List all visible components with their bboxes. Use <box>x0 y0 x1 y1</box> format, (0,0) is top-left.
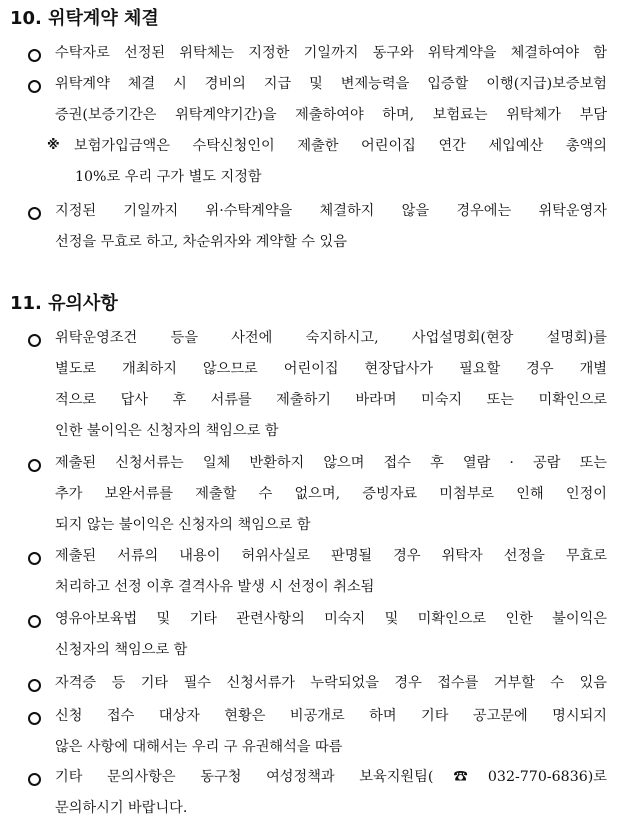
note-line: 보험가입금액은 수탁신청인이 제출한 어린이집 연간 세입예산 총액의 <box>74 138 607 154</box>
item-line: 위탁계약 체결 시 경비의 지급 및 변제능력을 입증할 이행(지급)보증보험 <box>55 76 607 92</box>
item-line: 위탁운영조건 등을 사전에 숙지하시고, 사업설명회(현장 설명회)를 <box>55 330 607 346</box>
reference-mark-icon: ※ <box>47 138 60 153</box>
item-line: 지정된 기일까지 위·수탁계약을 체결하지 않을 경우에는 위탁운영자 <box>55 203 607 219</box>
circle-bullet-icon <box>28 773 41 786</box>
circle-bullet-icon <box>28 80 41 93</box>
item-line: 신청자의 책임으로 함 <box>55 642 188 658</box>
item-line: 영유아보육법 및 기타 관련사항의 미숙지 및 미확인으로 인한 불이익은 <box>55 611 607 627</box>
section-10-title: 10. 위탁계약 체결 <box>10 8 159 29</box>
note-line: 10%로 우리 구가 별도 지정함 <box>75 169 262 185</box>
item-line: 인한 불이익은 신청자의 책임으로 함 <box>55 423 279 439</box>
circle-bullet-icon <box>28 207 41 220</box>
section-11-title: 11. 유의사항 <box>10 293 118 314</box>
circle-bullet-icon <box>28 459 41 472</box>
item-line: 선정을 무효로 하고, 차순위자와 계약할 수 있음 <box>55 234 347 250</box>
circle-bullet-icon <box>28 49 41 62</box>
item-line: 되지 않는 불이익은 신청자의 책임으로 함 <box>55 517 311 533</box>
item-line: 않은 사항에 대해서는 우리 구 유권해석을 따름 <box>55 739 343 755</box>
circle-bullet-icon <box>28 334 41 347</box>
circle-bullet-icon <box>28 712 41 725</box>
circle-bullet-icon <box>28 679 41 692</box>
item-line: 신청 접수 대상자 현황은 비공개로 하며 기타 공고문에 명시되지 <box>55 708 607 724</box>
circle-bullet-icon <box>28 615 41 628</box>
item-line: 처리하고 선정 이후 결격사유 발생 시 선정이 취소됨 <box>55 579 375 595</box>
item-line: 문의하시기 바랍니다. <box>55 800 188 816</box>
item-line: 추가 보완서류를 제출할 수 없으며, 증빙자료 미첨부로 인해 인정이 <box>55 486 607 502</box>
circle-bullet-icon <box>28 552 41 565</box>
item-line: 기타 문의사항은 동구청 여성정책과 보육지원팀(☎032-770-6836)로 <box>55 769 607 785</box>
item-line: 수탁자로 선정된 위탁체는 지정한 기일까지 동구와 위탁계약을 체결하여야 함 <box>55 45 607 61</box>
item-line: 별도로 개최하지 않으므로 어린이집 현장답사가 필요할 경우 개별 <box>55 361 607 377</box>
item-line: 자격증 등 기타 필수 신청서류가 누락되었을 경우 접수를 거부할 수 있음 <box>55 675 607 691</box>
item-line: 적으로 답사 후 서류를 제출하기 바라며 미숙지 또는 미확인으로 <box>55 392 607 408</box>
item-line: 증권(보증기간은 위탁계약기간)을 제출하여야 하며, 보험료는 위탁체가 부담 <box>55 107 607 123</box>
item-line: 제출된 신청서류는 일체 반환하지 않으며 접수 후 열람 · 공람 또는 <box>55 455 607 471</box>
item-line: 제출된 서류의 내용이 허위사실로 판명될 경우 위탁자 선정을 무효로 <box>55 548 607 564</box>
